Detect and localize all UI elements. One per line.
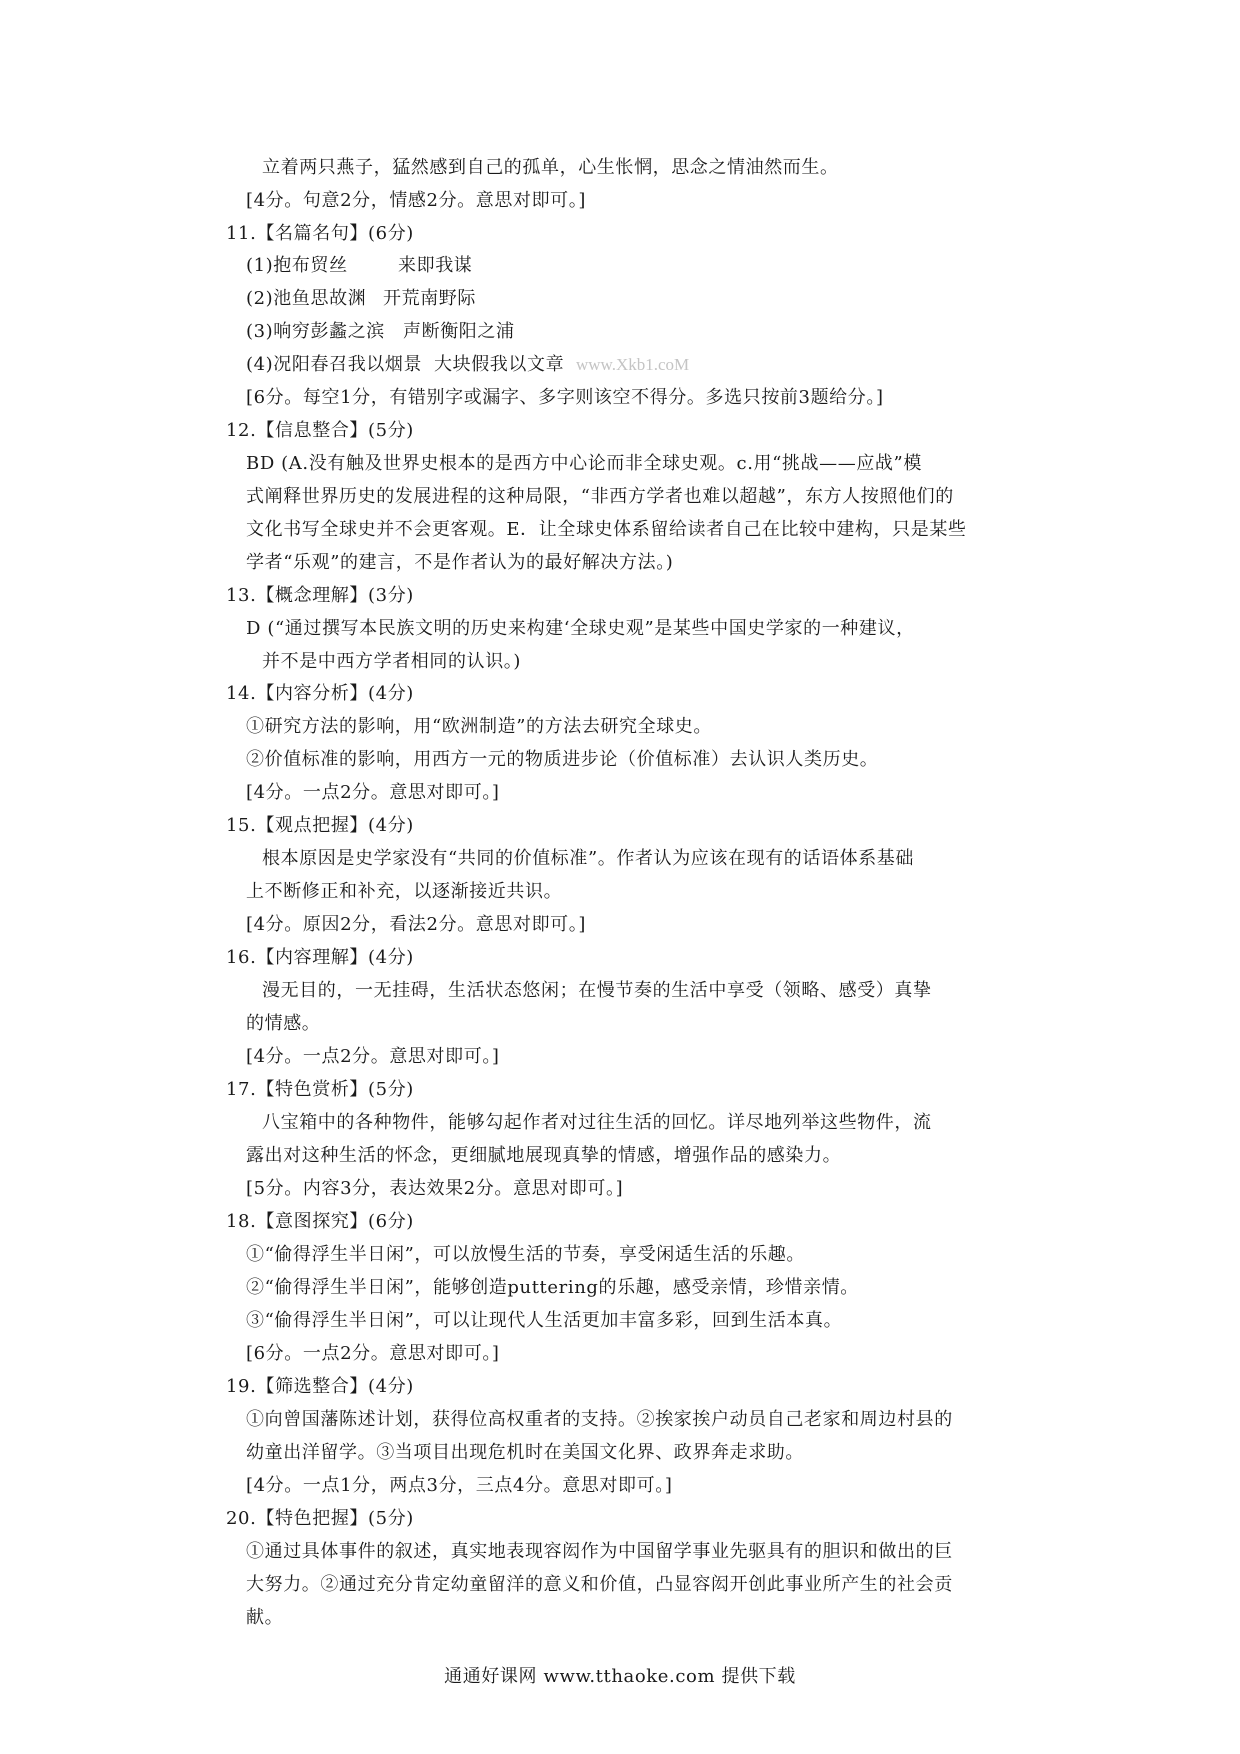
- text-line: ①向曾国藩陈述计划，获得位高权重者的支持。②挨家挨户动员自己老家和周边村县的: [246, 1409, 953, 1430]
- text-line: BD (A.没有触及世界史根本的是西方中心论而非全球史观。c.用“挑战——应战”模: [246, 453, 922, 474]
- watermark-text: www.Xkb1.coM: [576, 355, 690, 374]
- text-line: D (“通过撰写本民族文明的历史来构建‘全球史观”是某些中国史学家的一种建议，: [246, 618, 915, 639]
- answer-4-part-1: (4)况阳春召我以烟景: [246, 354, 423, 375]
- text-line: ①通过具体事件的叙述，真实地表现容闳作为中国留学事业先驱具有的胆识和做出的巨: [246, 1541, 953, 1562]
- scoring-note: [4分。一点2分。意思对即可。]: [246, 782, 500, 803]
- text-line: 立着两只燕子，猛然感到自己的孤单，心生怅惘，思念之情油然而生。: [262, 157, 839, 178]
- text-line: 漫无目的，一无挂碍，生活状态悠闲；在慢节奏的生活中享受（领略、感受）真挚: [262, 980, 932, 1001]
- question-heading-11: 11.【名篇名句】(6分): [226, 223, 414, 244]
- answer-3-part-1: (3)响穷彭蠡之滨: [246, 321, 385, 342]
- question-heading-15: 15.【观点把握】(4分): [226, 815, 414, 836]
- question-heading-14: 14.【内容分析】(4分): [226, 683, 414, 704]
- text-line: 式阐释世界历史的发展进程的这种局限，“非西方学者也难以超越”，东方人按照他们的: [246, 486, 954, 507]
- scoring-note: [4分。原因2分，看法2分。意思对即可。]: [246, 914, 586, 935]
- text-line: 文化书写全球史并不会更客观。E．让全球史体系留给读者自己在比较中建构，只是某些: [246, 519, 967, 540]
- scoring-note: [6分。一点2分。意思对即可。]: [246, 1343, 500, 1364]
- question-heading-20: 20.【特色把握】(5分): [226, 1508, 414, 1529]
- text-line: 露出对这种生活的怀念，更细腻地展现真挚的情感，增强作品的感染力。: [246, 1145, 842, 1166]
- answer-2-part-1: (2)池鱼思故渊: [246, 288, 367, 309]
- question-heading-12: 12.【信息整合】(5分): [226, 420, 414, 441]
- answer-3-part-2: 声断衡阳之浦: [403, 321, 515, 342]
- text-line: 大努力。②通过充分肯定幼童留洋的意义和价值，凸显容闳开创此事业所产生的社会贡: [246, 1574, 953, 1595]
- text-line: ③“偷得浮生半日闲”，可以让现代人生活更加丰富多彩，回到生活本真。: [246, 1310, 843, 1331]
- text-line: 的情感。: [246, 1013, 321, 1034]
- text-line: 幼童出洋留学。③当项目出现危机时在美国文化界、政界奔走求助。: [246, 1442, 804, 1463]
- answer-2-part-2: 开荒南野际: [383, 288, 476, 309]
- text-line: ①“偷得浮生半日闲”，可以放慢生活的节奏，享受闲适生活的乐趣。: [246, 1244, 806, 1265]
- answer-1-part-1: (1)抱布贸丝: [246, 255, 348, 276]
- text-line: 献。: [246, 1607, 284, 1628]
- scoring-note: [5分。内容3分，表达效果2分。意思对即可。]: [246, 1178, 624, 1199]
- question-heading-16: 16.【内容理解】(4分): [226, 947, 414, 968]
- scoring-note: [4分。句意2分，情感2分。意思对即可。]: [246, 190, 586, 211]
- question-heading-17: 17.【特色赏析】(5分): [226, 1079, 414, 1100]
- text-line: 并不是中西方学者相同的认识。): [262, 651, 522, 672]
- question-heading-19: 19.【筛选整合】(4分): [226, 1376, 414, 1397]
- text-line: ②价值标准的影响，用西方一元的物质进步论（价值标准）去认识人类历史。: [246, 749, 879, 770]
- scoring-note: [4分。一点1分，两点3分，三点4分。意思对即可。]: [246, 1475, 673, 1496]
- text-line: 八宝箱中的各种物件，能够勾起作者对过往生活的回忆。详尽地列举这些物件，流: [262, 1112, 932, 1133]
- question-heading-13: 13.【概念理解】(3分): [226, 585, 414, 606]
- scoring-note: [4分。一点2分。意思对即可。]: [246, 1046, 500, 1067]
- question-heading-18: 18.【意图探究】(6分): [226, 1211, 414, 1232]
- text-line: 根本原因是史学家没有“共同的价值标准”。作者认为应该在现有的话语体系基础: [262, 848, 915, 869]
- page-footer: 通通好课网 www.tthaoke.com 提供下载: [444, 1666, 796, 1687]
- text-line: 学者“乐观”的建言，不是作者认为的最好解决方法。): [246, 552, 674, 573]
- answer-1-part-2: 来即我谋: [398, 255, 473, 276]
- text-line: ①研究方法的影响，用“欧洲制造”的方法去研究全球史。: [246, 716, 713, 737]
- answer-4-part-2: 大块假我以文章: [434, 354, 565, 375]
- scoring-note: [6分。每空1分，有错别字或漏字、多字则该空不得分。多选只按前3题给分。]: [246, 387, 884, 408]
- text-line: 上不断修正和补充，以逐渐接近共识。: [246, 881, 563, 902]
- text-line: ②“偷得浮生半日闲”，能够创造puttering的乐趣，感受亲情，珍惜亲情。: [246, 1277, 859, 1298]
